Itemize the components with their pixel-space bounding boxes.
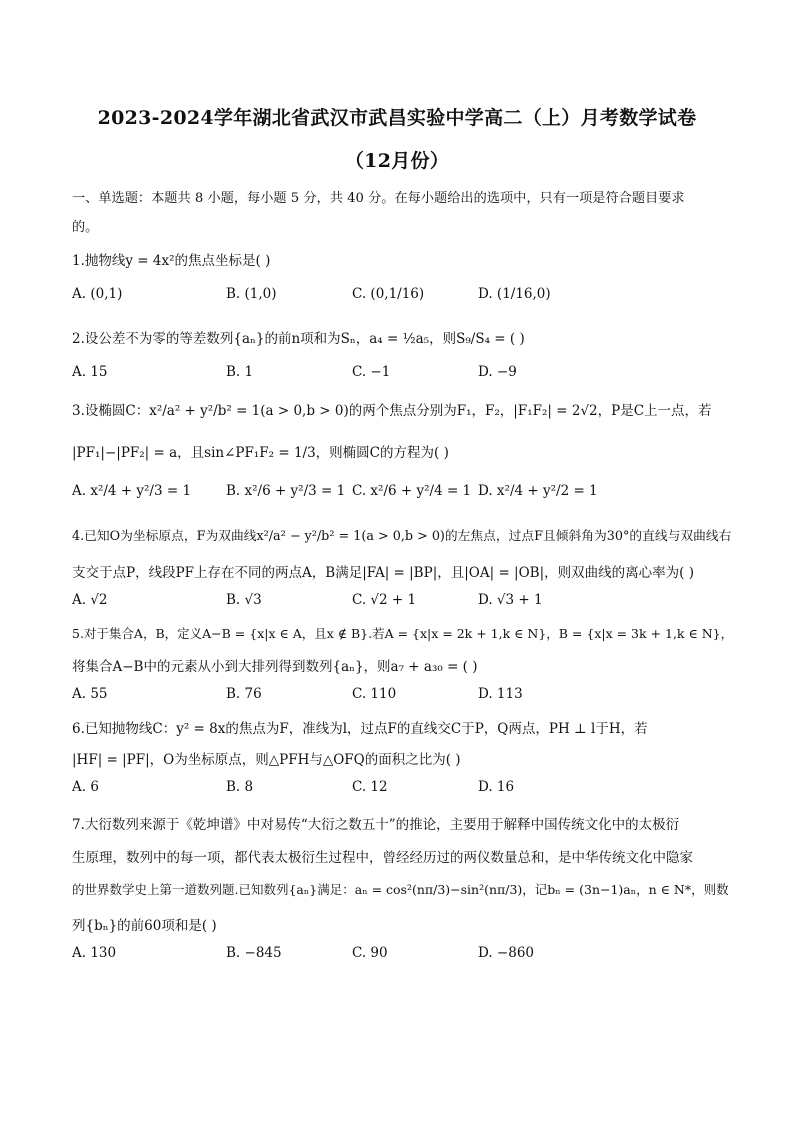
q4-option-a: A. √2 <box>72 592 108 608</box>
q1-option-b: B. (1,0) <box>226 286 277 302</box>
q2-option-a: A. 15 <box>72 364 108 380</box>
q7-option-b: B. −845 <box>226 945 282 961</box>
q5-option-b: B. 76 <box>226 686 262 702</box>
q6-option-d: D. 16 <box>478 779 515 795</box>
section-instructions: 一、单选题：本题共 8 小题，每小题 5 分，共 40 分。在每小题给出的选项中，只有一项是符合题目要求 <box>72 191 685 206</box>
q1-option-a: A. (0,1) <box>72 286 123 302</box>
question-7-stem-line3: 的世界数学史上第一道数列题.已知数列{aₙ}满足：aₙ = cos²(nπ/3)−sin²(nπ/3)，记bₙ = (3n−1)aₙ，n ∈ N*，则数 <box>72 882 729 897</box>
q1-option-d: D. (1/16,0) <box>478 286 551 302</box>
q6-option-b: B. 8 <box>226 779 254 795</box>
section-instructions-cont: 的。 <box>72 220 99 235</box>
q5-option-c: C. 110 <box>352 686 397 702</box>
q2-option-d: D. −9 <box>478 364 517 380</box>
question-3-stem-line2: |PF₁|−|PF₂| = a，且sin∠PF₁F₂ = 1/3，则椭圆C的方程为( ) <box>72 445 449 461</box>
question-7-stem-line4: 列{bₙ}的前60项和是( ) <box>72 918 217 934</box>
q3-option-b: B. x²/6 + y²/3 = 1 <box>226 483 346 499</box>
q3-option-d: D. x²/4 + y²/2 = 1 <box>478 483 598 499</box>
q2-option-c: C. −1 <box>352 364 391 380</box>
q7-option-a: A. 130 <box>72 945 117 961</box>
q3-option-a: A. x²/4 + y²/3 = 1 <box>72 483 192 499</box>
q1-option-c: C. (0,1/16) <box>352 286 425 302</box>
q2-option-b: B. 1 <box>226 364 254 380</box>
question-6-stem-line1: 6.已知抛物线C：y² = 8x的焦点为F，准线为l，过点F的直线交C于P，Q两点，PH ⊥ l于H，若 <box>72 721 648 737</box>
q4-option-c: C. √2 + 1 <box>352 592 417 608</box>
q6-option-a: A. 6 <box>72 779 99 795</box>
question-4-stem-line1: 4.已知O为坐标原点，F为双曲线x²/a² − y²/b² = 1(a > 0,b > 0)的左焦点，过点F且倾斜角为30°的直线与双曲线右 <box>72 529 732 544</box>
exam-subtitle: （12月份） <box>344 150 450 172</box>
question-1-stem: 1.抛物线y = 4x²的焦点坐标是( ) <box>72 253 271 269</box>
question-5-stem-line1: 5.对于集合A，B，定义A−B = {x|x ∈ A，且x ∉ B}.若A = {x|x = 2k + 1,k ∈ N}，B = {x|x = 3k + 1,k ∈ N}， <box>72 626 734 641</box>
question-7-stem-line2: 生原理，数列中的每一项，都代表太极衍生过程中，曾经经历过的两仪数量总和，是中华传统文化中隐家 <box>72 850 693 866</box>
question-2-stem: 2.设公差不为零的等差数列{aₙ}的前n项和为Sₙ，a₄ = ½a₅，则S₉/S₄ = ( ) <box>72 331 525 347</box>
q5-option-d: D. 113 <box>478 686 523 702</box>
q4-option-b: B. √3 <box>226 592 262 608</box>
question-6-stem-line2: |HF| = |PF|，O为坐标原点，则△PFH与△OFQ的面积之比为( ) <box>72 752 461 768</box>
question-5-stem-line2: 将集合A−B中的元素从小到大排列得到数列{aₙ}，则a₇ + a₃₀ = ( ) <box>72 659 478 675</box>
q6-option-c: C. 12 <box>352 779 388 795</box>
question-7-stem-line1: 7.大衍数列来源于《乾坤谱》中对易传“大衍之数五十”的推论，主要用于解释中国传统文化中的太极衍 <box>72 817 680 833</box>
question-3-stem-line1: 3.设椭圆C：x²/a² + y²/b² = 1(a > 0,b > 0)的两个焦点分别为F₁，F₂，|F₁F₂| = 2√2，P是C上一点，若 <box>72 403 712 419</box>
q7-option-d: D. −860 <box>478 945 535 961</box>
q4-option-d: D. √3 + 1 <box>478 592 543 608</box>
q5-option-a: A. 55 <box>72 686 108 702</box>
exam-title: 2023-2024学年湖北省武汉市武昌实验中学高二（上）月考数学试卷 <box>97 107 697 129</box>
question-4-stem-line2: 支交于点P，线段PF上存在不同的两点A，B满足|FA| = |BP|，且|OA| = |OB|，则双曲线的离心率为( ) <box>72 565 694 581</box>
q7-option-c: C. 90 <box>352 945 388 961</box>
q3-option-c: C. x²/6 + y²/4 = 1 <box>352 483 472 499</box>
